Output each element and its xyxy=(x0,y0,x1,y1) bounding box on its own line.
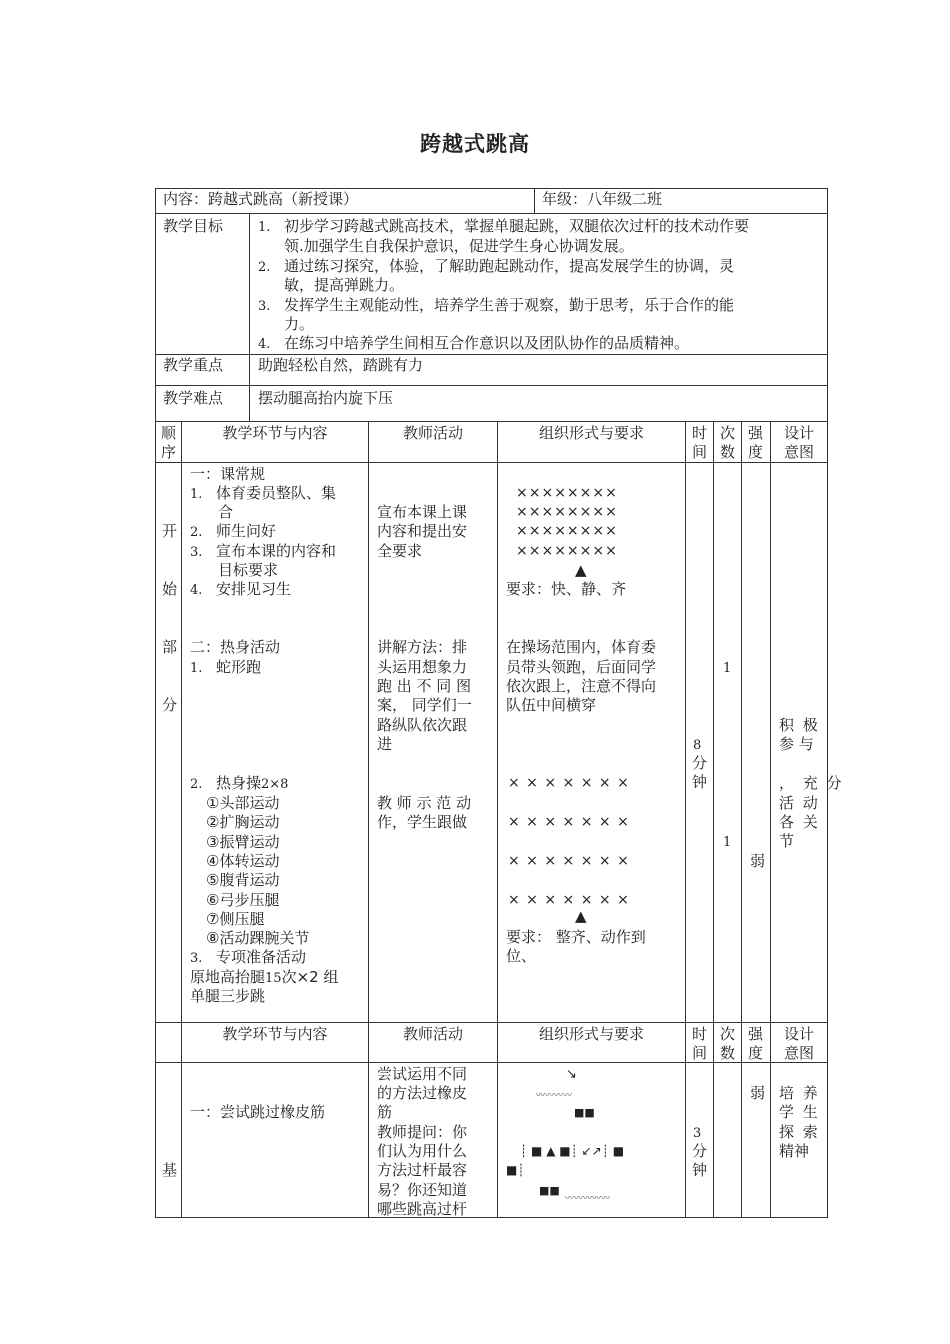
teacher-line: 宣布本课上课 xyxy=(377,503,468,521)
rubber-band-icon: 〰〰〰〰〰 xyxy=(565,1194,611,1204)
time-unit: 分 xyxy=(692,1142,708,1160)
exercise-item: ③振臂运动 xyxy=(206,833,280,851)
routine-item: 1. 体育委员整队、集 xyxy=(190,484,337,502)
formation-row: ×××××××× xyxy=(516,504,618,520)
objective-item-cont: 敏，提高弹跳力。 xyxy=(284,276,405,294)
teacher-line: 案， 同学们一 xyxy=(377,696,472,714)
teacher-position-icon: ▲ xyxy=(575,561,587,579)
header-design-1: 设计 xyxy=(783,1025,814,1043)
teacher-line: 教师提问：你 xyxy=(377,1123,468,1141)
org-requirement: 要求： 整齐、动作到 xyxy=(506,928,646,946)
design-line: ， 充 分 xyxy=(779,774,844,792)
header-intensity-1: 强 xyxy=(748,424,764,442)
teacher-line: 内容和提出安 xyxy=(377,522,468,540)
run-arrow-icon: ↘ xyxy=(566,1067,577,1082)
header-content: 教学环节与内容 xyxy=(222,424,328,442)
lesson-content: 内容：跨越式跳高（新授课） xyxy=(163,190,359,208)
student-marker-icon: ■■ xyxy=(539,1184,560,1197)
header-design-2: 意图 xyxy=(783,1044,814,1062)
header-seq-2: 序 xyxy=(161,443,177,461)
header-time-2: 间 xyxy=(692,1044,708,1062)
exercise-item: ④体转运动 xyxy=(206,852,280,870)
seq-char: 始 xyxy=(162,580,178,598)
design-line: 参 与 xyxy=(779,735,814,753)
objectives-label: 教学目标 xyxy=(163,217,224,235)
section2-content: 一：尝试跳过橡皮筋 xyxy=(190,1103,326,1121)
objective-item: 2. 通过练习探究，体验，了解助跑起跳动作，提高发展学生的协调，灵 xyxy=(258,257,735,275)
teacher-line: 作，学生跟做 xyxy=(377,813,468,831)
student-marker-icon: ■■ xyxy=(574,1106,595,1119)
time-unit: 分 xyxy=(692,754,708,772)
seq-char: 部 xyxy=(162,638,178,656)
teacher-line: 哪些跳高过杆 xyxy=(377,1200,468,1217)
header-count-1: 次 xyxy=(720,1025,736,1043)
teacher-line: 筋 xyxy=(377,1103,393,1121)
design-line: 精神 xyxy=(779,1142,810,1160)
design-line: 培 养 xyxy=(779,1084,820,1102)
formation-row: ×××××××× xyxy=(516,523,618,539)
lesson-grade: 年级：八年级二班 xyxy=(542,190,663,208)
org-desc: 在操场范围内，体育委 xyxy=(506,638,657,656)
warmup-item: 2. 热身操2×8 xyxy=(190,774,289,792)
exercise-item: ⑦侧压腿 xyxy=(206,910,265,928)
teacher-line: 方法过杆最容 xyxy=(377,1161,468,1179)
design-line: 积 极 xyxy=(779,716,820,734)
design-line: 各 关 xyxy=(779,813,820,831)
teacher-line: 们认为用什么 xyxy=(377,1142,468,1160)
objective-item-cont: 领.加强学生自我保护意识，促进学生身心协调发展。 xyxy=(284,237,634,255)
routine-item: 2. 师生问好 xyxy=(190,522,277,540)
header-count-2: 数 xyxy=(720,443,736,461)
seq-char: 分 xyxy=(162,696,178,714)
header-design-1: 设计 xyxy=(783,424,814,442)
time-value: 8 xyxy=(693,738,702,753)
header-intensity-1: 强 xyxy=(748,1025,764,1043)
teacher-line: 教 师 示 范 动 xyxy=(377,794,472,812)
org-requirement: 位、 xyxy=(506,947,537,965)
header-intensity-2: 度 xyxy=(748,1044,764,1062)
routine-item-cont: 合 xyxy=(218,503,234,521)
routine-item-cont: 目标要求 xyxy=(218,561,279,579)
rubber-band-icon: 〰〰〰〰 xyxy=(536,1091,573,1101)
intensity-value: 弱 xyxy=(750,852,766,870)
time-unit: 钟 xyxy=(692,1161,708,1179)
station-row: ┊ ■ ▲ ■┊ ↙↗┊ ■ xyxy=(520,1144,625,1158)
station-row: ■┊ xyxy=(506,1163,525,1177)
header-count-1: 次 xyxy=(720,424,736,442)
design-line: 探 索 xyxy=(779,1123,820,1141)
header-time-1: 时 xyxy=(692,424,708,442)
org-desc: 依次跟上，注意不得向 xyxy=(506,677,657,695)
header-count-2: 数 xyxy=(720,1044,736,1062)
difficulty-label: 教学难点 xyxy=(163,389,224,407)
header-teacher: 教师活动 xyxy=(402,424,463,442)
objective-item: 1. 初步学习跨越式跳高技术，掌握单腿起跳，双腿依次过杆的技术动作要 xyxy=(258,217,750,235)
teacher-line: 全要求 xyxy=(377,542,423,560)
formation-row: × × × × × × × xyxy=(508,853,630,869)
routine-heading: 一：课常规 xyxy=(190,465,266,483)
warmup-heading: 二：热身活动 xyxy=(190,638,281,656)
objective-item: 4. 在练习中培养学生间相互合作意识以及团队协作的品质精神。 xyxy=(258,334,690,352)
header-seq-1: 顺 xyxy=(161,424,177,442)
header-time-1: 时 xyxy=(692,1025,708,1043)
objective-item: 3. 发挥学生主观能动性，培养学生善于观察，勤于思考，乐于合作的能 xyxy=(258,296,735,314)
difficulty-value: 摆动腿高抬内旋下压 xyxy=(258,389,394,407)
formation-row: ×××××××× xyxy=(516,485,618,501)
header-time-2: 间 xyxy=(692,443,708,461)
teacher-line: 路纵队依次跟 xyxy=(377,716,468,734)
header-design-2: 意图 xyxy=(783,443,814,461)
teacher-line: 的方法过橡皮 xyxy=(377,1084,468,1102)
org-desc: 队伍中间横穿 xyxy=(506,696,597,714)
teacher-line: 讲解方法：排 xyxy=(377,638,468,656)
header-content: 教学环节与内容 xyxy=(222,1025,328,1043)
teacher-position-icon: ▲ xyxy=(575,907,587,925)
formation-row: × × × × × × × xyxy=(508,892,630,908)
count-value: 1 xyxy=(723,661,732,676)
org-desc: 员带头领跑，后面同学 xyxy=(506,658,657,676)
warmup-item: 3. 专项准备活动 xyxy=(190,948,307,966)
seq-char: 开 xyxy=(162,522,178,540)
teacher-line: 进 xyxy=(377,735,393,753)
teacher-line: 尝试运用不同 xyxy=(377,1065,468,1083)
objective-item-cont: 力。 xyxy=(284,315,315,333)
seq-char: 基 xyxy=(162,1161,178,1179)
time-value: 3 xyxy=(693,1126,702,1141)
exercise-item: ⑧活动踝腕关节 xyxy=(206,929,310,947)
formation-row: × × × × × × × xyxy=(508,814,630,830)
teacher-line: 头运用想象力 xyxy=(377,658,468,676)
header-org: 组织形式与要求 xyxy=(538,1025,644,1043)
intensity-value: 弱 xyxy=(750,1084,766,1102)
header-org: 组织形式与要求 xyxy=(538,424,644,442)
design-line: 学 生 xyxy=(779,1103,820,1121)
design-line: 活 动 xyxy=(779,794,820,812)
header-teacher: 教师活动 xyxy=(402,1025,463,1043)
routine-item: 4. 安排见习生 xyxy=(190,580,292,598)
header-intensity-2: 度 xyxy=(748,443,764,461)
time-unit: 钟 xyxy=(692,773,708,791)
teacher-line: 易？你还知道 xyxy=(377,1181,468,1199)
page-title: 跨越式跳高 xyxy=(420,132,530,156)
teacher-line: 跑 出 不 同 图 xyxy=(377,677,472,695)
focus-value: 助跑轻松自然，踏跳有力 xyxy=(258,356,424,374)
org-requirement: 要求：快、静、齐 xyxy=(506,580,627,598)
warmup-detail: 原地高抬腿15次×2 组 xyxy=(190,968,339,986)
focus-label: 教学重点 xyxy=(163,356,224,374)
exercise-item: ②扩胸运动 xyxy=(206,813,280,831)
routine-item: 3. 宣布本课的内容和 xyxy=(190,542,337,560)
warmup-detail: 单腿三步跳 xyxy=(190,987,266,1005)
exercise-item: ①头部运动 xyxy=(206,794,280,812)
exercise-item: ⑤腹背运动 xyxy=(206,871,280,889)
count-value: 1 xyxy=(723,835,732,850)
formation-row: × × × × × × × xyxy=(508,775,630,791)
warmup-item: 1. 蛇形跑 xyxy=(190,658,262,676)
design-line: 节 xyxy=(779,832,795,850)
formation-row: ×××××××× xyxy=(516,543,618,559)
exercise-item: ⑥弓步压腿 xyxy=(206,891,280,909)
